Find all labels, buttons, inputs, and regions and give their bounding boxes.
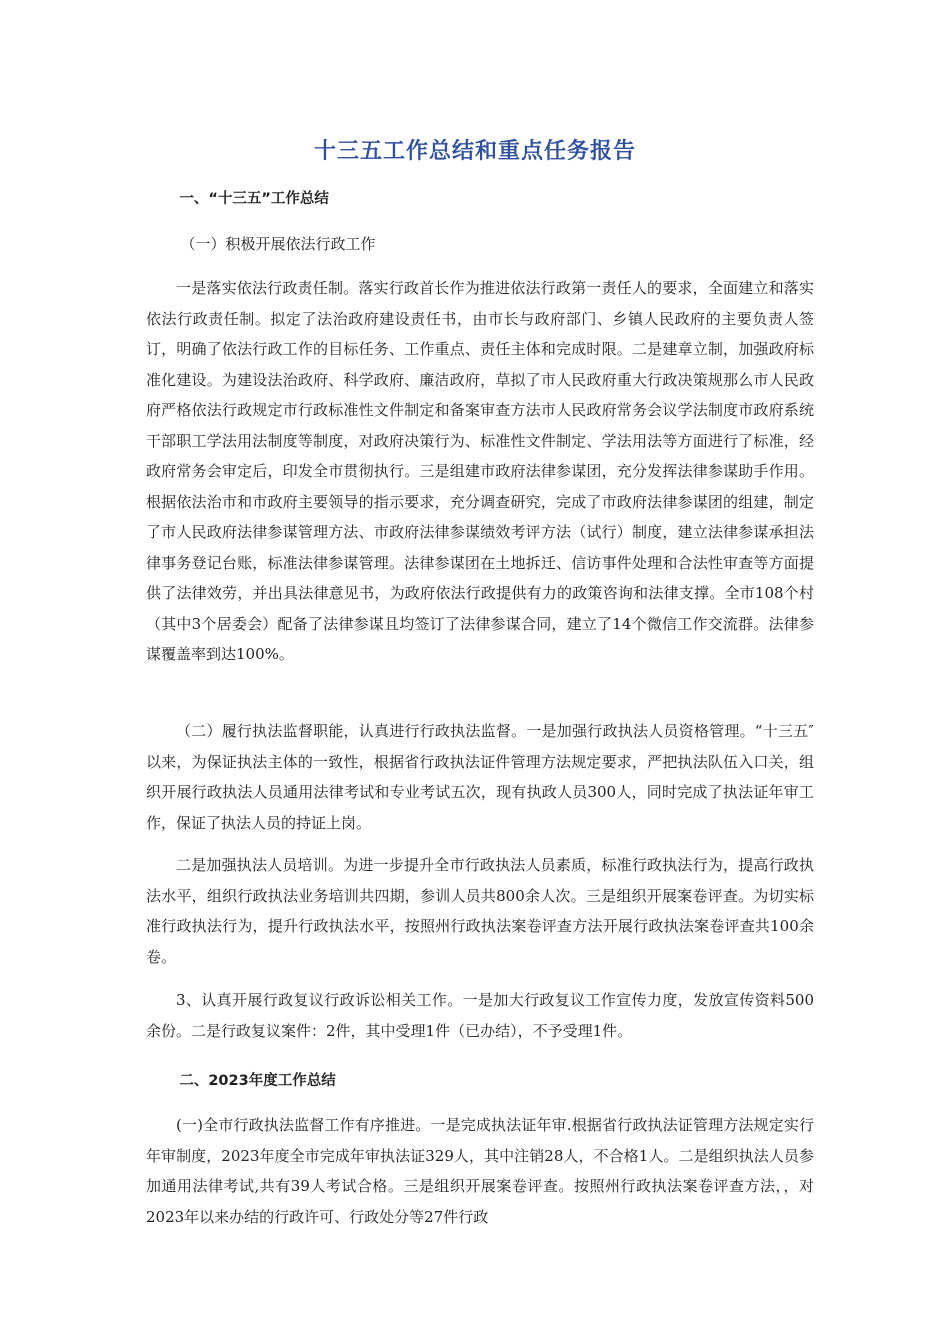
paragraph-2: （二）履行执法监督职能，认真进行行政执法监督。一是加强行政执法人员资格管理。“十三五″以来，为保证执法主体的一致性，根据省行政执法证件管理方法规定要求，严把执法队伍入口关，组织开展行政执法人员通用法律考试和专业考试五次，现有执政人员300人，同时完成了执法证年审工作，保证了执法人员的持证上岗。 (146, 722, 814, 832)
paragraph-4: 3、认真开展行政复议行政诉讼相关工作。一是加大行政复议工作宣传力度，发放宣传资料500余份。二是行政复议案件：2件，其中受理1件（已办结），不予受理1件。 (146, 991, 814, 1040)
paragraph-5: (一)全市行政执法监督工作有序推进。一是完成执法证年审.根据省行政执法证管理方法规定实行年审制度，2023年度全市完成年审执法证329人，其中注销28人，不合格1人。二是组织执法人员参加通用法律考试,共有39人考试合格。三是组织开展案卷评查。按照州行政执法案卷评查方法，，对2023年以来办结的行政许可、行政处分等27件行政 (146, 1116, 814, 1226)
section-heading-1: 一、“十三五”工作总结 (179, 191, 329, 207)
paragraph-1: 一是落实依法行政责任制。落实行政首长作为推进依法行政第一责任人的要求，全面建立和落实依法行政责任制。拟定了法治政府建设责任书，由市长与政府部门、乡镇人民政府的主要负责人签订，明确了依法行政工作的目标任务、工作重点、责任主体和完成时限。二是建章立制，加强政府标准化建设。为建设法治政府、科学政府、廉洁政府，草拟了市人民政府重大行政决策规那么市人民政府严格依法行政规定市行政标准性文件制定和备案审查方法市人民政府常务会议学法制度市政府系统干部职工学法用法制度等制度，对政府决策行为、标准性文件制定、学法用法等方面进行了标准，经政府常务会审定后，印发全市贯彻执行。三是组建市政府法律参谋团，充分发挥法律参谋助手作用。根据依法治市和市政府主要领导的指示要求，充分调查研究，完成了市政府法律参谋团的组建，制定了市人民政府法律参谋管理方法、市政府法律参谋绩效考评方法（试行）制度，建立法律参谋承担法律事务登记台账，标准法律参谋管理。法律参谋团在土地拆迁、信访事件处理和合法性审查等方面提供了法律效劳，并出具法律意见书，为政府依法行政提供有力的政策咨询和法律支撑。全市108个村（其中3个居委会）配备了法律参谋且均签订了法律参谋合同，建立了14个微信工作交流群。法律参谋覆盖率到达100%。 (146, 279, 814, 663)
subsection-heading-1: （一）积极开展依法行政工作 (180, 235, 376, 253)
document-title: 十三五工作总结和重点任务报告 (313, 139, 636, 164)
section-heading-2: 二、2023年度工作总结 (179, 1073, 336, 1089)
paragraph-3: 二是加强执法人员培训。为进一步提升全市行政执法人员素质，标准行政执法行为，提高行政执法水平，组织行政执法业务培训共四期，参训人员共800余人次。三是组织开展案卷评查。为切实标准行政执法行为，提升行政执法水平，按照州行政执法案卷评查方法开展行政执法案卷评查共100余卷。 (146, 856, 814, 966)
